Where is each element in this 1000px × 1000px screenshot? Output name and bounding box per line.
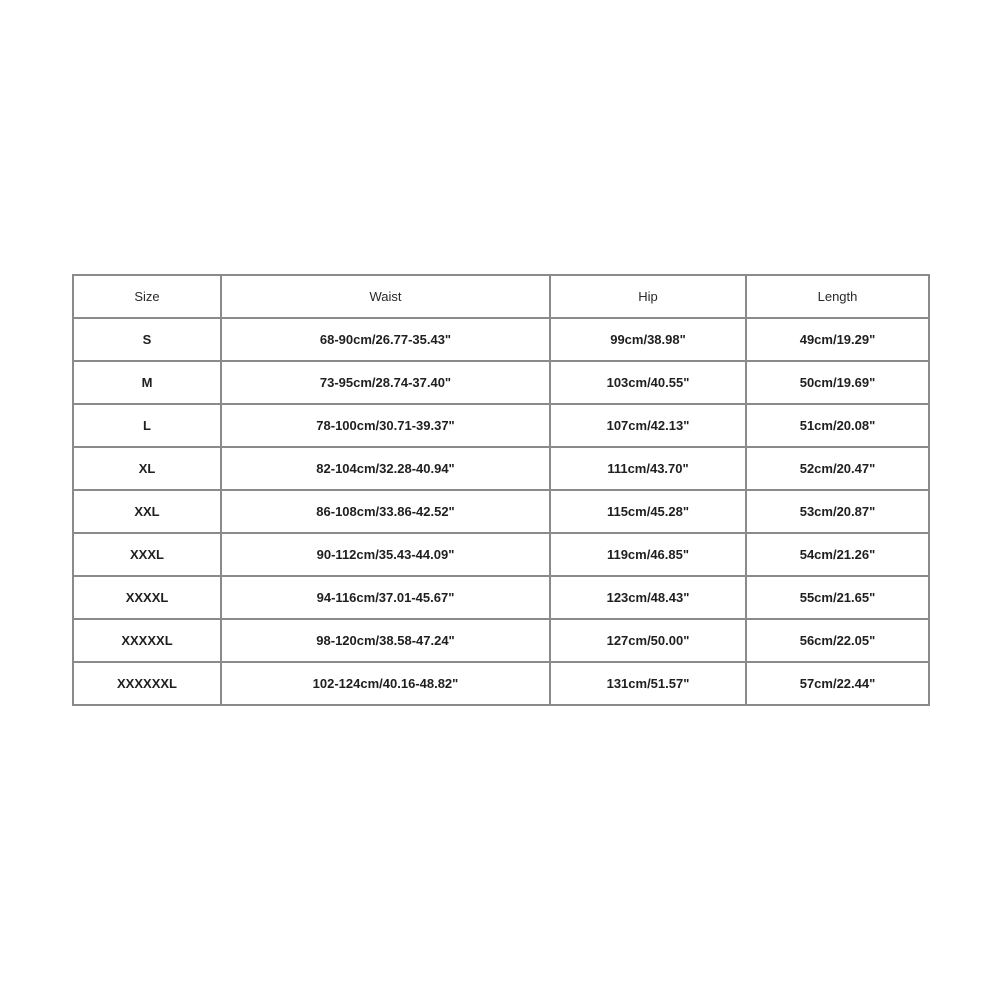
cell-size: XXL <box>73 490 221 533</box>
cell-size: XXXL <box>73 533 221 576</box>
cell-size: XL <box>73 447 221 490</box>
cell-length: 53cm/20.87" <box>746 490 929 533</box>
cell-hip: 107cm/42.13" <box>550 404 746 447</box>
cell-hip: 127cm/50.00" <box>550 619 746 662</box>
table-row <box>73 662 929 705</box>
table-row <box>73 576 929 619</box>
cell-size: M <box>73 361 221 404</box>
cell-hip: 123cm/48.43" <box>550 576 746 619</box>
size-chart-table <box>72 274 930 706</box>
cell-length: 54cm/21.26" <box>746 533 929 576</box>
table-row <box>73 490 929 533</box>
cell-size: XXXXL <box>73 576 221 619</box>
cell-length: 49cm/19.29" <box>746 318 929 361</box>
cell-length: 55cm/21.65" <box>746 576 929 619</box>
cell-waist: 68-90cm/26.77-35.43" <box>221 318 550 361</box>
cell-waist: 73-95cm/28.74-37.40" <box>221 361 550 404</box>
table-row <box>73 447 929 490</box>
table-row <box>73 533 929 576</box>
cell-size: S <box>73 318 221 361</box>
cell-waist: 90-112cm/35.43-44.09" <box>221 533 550 576</box>
cell-length: 56cm/22.05" <box>746 619 929 662</box>
table-header-row <box>73 275 929 318</box>
cell-hip: 119cm/46.85" <box>550 533 746 576</box>
header-length: Length <box>746 275 929 318</box>
header-waist: Waist <box>221 275 550 318</box>
table-row <box>73 619 929 662</box>
cell-length: 57cm/22.44" <box>746 662 929 705</box>
table-row <box>73 361 929 404</box>
cell-hip: 131cm/51.57" <box>550 662 746 705</box>
cell-waist: 94-116cm/37.01-45.67" <box>221 576 550 619</box>
cell-waist: 102-124cm/40.16-48.82" <box>221 662 550 705</box>
cell-waist: 86-108cm/33.86-42.52" <box>221 490 550 533</box>
cell-size: XXXXXL <box>73 619 221 662</box>
table-row <box>73 318 929 361</box>
cell-size: XXXXXXL <box>73 662 221 705</box>
cell-length: 52cm/20.47" <box>746 447 929 490</box>
cell-length: 51cm/20.08" <box>746 404 929 447</box>
cell-waist: 78-100cm/30.71-39.37" <box>221 404 550 447</box>
cell-length: 50cm/19.69" <box>746 361 929 404</box>
header-size: Size <box>73 275 221 318</box>
cell-hip: 103cm/40.55" <box>550 361 746 404</box>
cell-waist: 82-104cm/32.28-40.94" <box>221 447 550 490</box>
cell-waist: 98-120cm/38.58-47.24" <box>221 619 550 662</box>
cell-hip: 99cm/38.98" <box>550 318 746 361</box>
cell-hip: 111cm/43.70" <box>550 447 746 490</box>
header-hip: Hip <box>550 275 746 318</box>
cell-size: L <box>73 404 221 447</box>
cell-hip: 115cm/45.28" <box>550 490 746 533</box>
table-row <box>73 404 929 447</box>
